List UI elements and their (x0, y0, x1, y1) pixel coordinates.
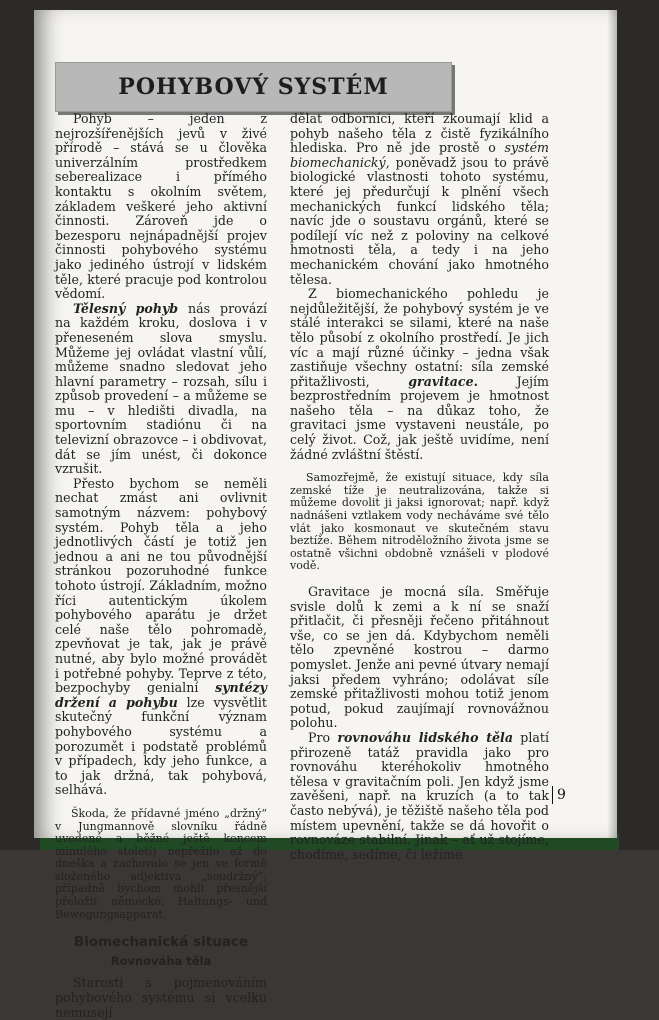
paragraph-text: platí přirozeně tatáž pravidla jako pro rovnováhu kteréhokoliv hmotného tělesa v gravitačním poli. Jen když jsme zavěšeni, např. na kruzích (a to tak často nebývá), je těžiště našeho těla pod místem upevnění, takže se dá hovořit o rovnováze stabilní. Jinak – ať už stojíme, chodíme, sedíme, či ležíme (290, 729, 549, 862)
emphasis: syntézy držení a pohybu (55, 680, 267, 710)
side-note (290, 472, 549, 573)
section-title: Biomechanická situace (73, 934, 249, 951)
paragraph-text: Přesto bychom se neměli nechat zmást ani ovlivnit samotným názvem: pohybový systém. Pohyb těla a jeho jednotlivých částí je totiž jen jednou a ani ne tou původnější stránkou pozoruhodné funkce tohoto ústrojí. Základním, možno říci autentickým úkolem pohybového aparátu je držet celé naše tělo pohromadě, zpevňovat je tak, jak je právě nutné, aby bylo možné provádět i potřebné pohyby. Teprve z této, bezpochyby genialní (55, 475, 267, 696)
paragraph (290, 287, 549, 462)
emphasis: systém biomechanický (290, 140, 549, 170)
paragraph-text: Z biomechanického pohledu je nejdůležitější, že pohybový systém je ve stálé interakci se silami, které na naše tělo působí z okolního prostředí. Je jich víc a mají různé účinky – jedna však zastiňuje všechny ostatní: síla zemské přitažlivosti, (290, 286, 549, 389)
paragraph: Starosti s pojmenováním pohybového systému si vcelku nemusejí (55, 975, 267, 1020)
note-text: Samozřejmě, že existují situace, kdy síla zemské tíže je neutralizována, takže si můžeme dovolit ji jaksi ignorovat; např. když nadnášeni vztlakem vody necháváme své tělo vlát jako kosmonaut ve skutečném stavu beztíže. Během nitroděložního života jsme se ostatně všichni obdobně vznášeli v plodové vodě. (290, 471, 549, 573)
section-subtitle: Rovnováha těla (110, 953, 212, 968)
paragraph (55, 477, 267, 798)
left-column (55, 112, 267, 1020)
paragraph-text: lze vysvětlit skutečný funkční význam pohybového systému a porozumět i podstatě problémů v případech, kdy jeho funkce, a to jak držná, tak pohybová, selhává. (55, 694, 267, 798)
chapter-title: POHYBOVÝ SYSTÉM (118, 74, 389, 100)
note-text: Škoda, že přídavné jméno „držný“ v Jungmannově slovníku řádně uvedené a běžné ještě koncem minulého století) nepřežilo až do dneška a zachovalo se jen ve formě složeného adjektiva „soudržný“; případně bychom mohli přesnější přeložit německé: Haltungs- und Bewegungsapparat. (55, 806, 267, 921)
right-column (290, 112, 549, 862)
emphasis: rovnováhu lidského těla (337, 729, 513, 745)
paragraph (290, 112, 549, 287)
paragraph: Gravitace je mocná síla. Směřuje svisle dolů k zemi a k ní se snaží přitlačit, či přesněji řečeno přitáhnout vše, co se jen dá. Kdybychom neměli tělo zpevněné kostrou – darmo pomyslet. Jenže ani pevné útvary nemají jaksi předem vyhráno; odolávat síle zemské přitažlivosti mohou totiž jenom potud, pokud zaujímají rovnovážnou polohu. (290, 584, 549, 731)
paragraph-text: dělat odborníci, kteří zkoumají klid a pohyb našeho těla z čistě fyzikálního hlediska. Pro ně jde prostě o (290, 111, 549, 156)
chapter-banner (55, 62, 452, 112)
emphasis: Tělesný pohyb (73, 300, 179, 316)
page-number: 9 (552, 786, 566, 804)
paragraph (290, 731, 549, 862)
emphasis: gravitace. (408, 373, 478, 389)
side-note (55, 808, 267, 921)
paragraph: Pohyb – jeden z nejrozšířenějších jevů v živé přírodě – stává se u člověka univerzálním prostředkem seberealizace i přímého kontaktu s okolním světem, základem veškeré jeho aktivní činnosti. Zároveň jde o bezesporu nejnápadnější projev činnosti pohybového systému jako jediného ústrojí v lidském těle, které pracuje pod kontrolou vědomí. (55, 111, 267, 302)
paragraph-text: Jejím bezprostředním projevem je hmotnost našeho těla – na důkaz toho, že gravitaci jsme vystaveni neustále, po celý život. Což, jak ještě uvidíme, není žádné zvláštní štěstí. (290, 373, 549, 462)
page-edge-shadow (607, 10, 617, 838)
paragraph-text: nás provází na každém kroku, doslova i v přeneseném slova smyslu. Můžeme jej ovládat vlastní vůlí, můžeme snadno sledovat jeho hlavní parametry – rozsah, sílu i způsob provedení – a můžeme se mu – v hledišti divadla, na sportovním stadiónu či na televizní obrazovce – i obdivovat, dát se jím unést, či dokonce vzrušit. (55, 300, 268, 477)
paragraph-text: Pro (308, 729, 338, 745)
paragraph-text: , poněvadž jsou to právě biologické vlastnosti tohoto systému, které jej předurčují k plnění všech mechanických funkcí lidského těla; navíc jde o soustavu orgánů, které se podílejí víc než z poloviny na celkové hmotnosti těla, a tedy i na jeho mechanickém chování jako hmotného tělesa. (290, 154, 549, 287)
paragraph (55, 302, 267, 477)
